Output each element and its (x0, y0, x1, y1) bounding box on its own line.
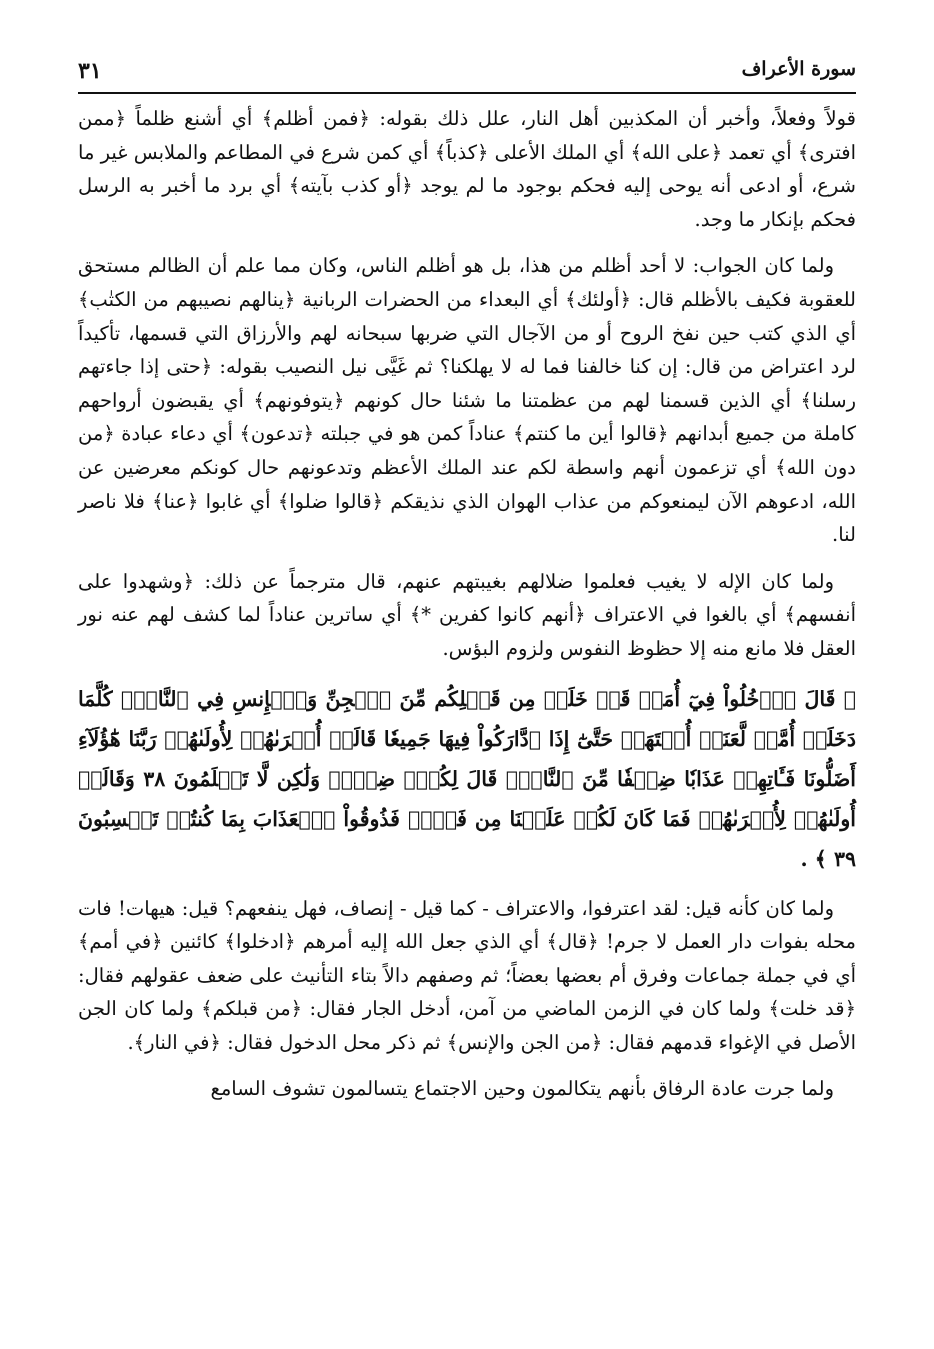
paragraph: ولما جرت عادة الرفاق بأنهم يتكالمون وحين الاجتماع يتسالمون تشوف السامع (210, 1077, 834, 1101)
page-header (78, 52, 856, 86)
book-page (78, 52, 856, 1302)
header-rule (78, 92, 856, 94)
surah-title: سورة الأعراف (741, 58, 856, 80)
paragraph: قولاً وفعلاً، وأخبر أن المكذبين أهل النار، علل ذلك بقوله: ﴿فمن أظلم﴾ أي أشنع ظلماً ﴿ممن افترى﴾ أي تعمد ﴿على الله﴾ أي الملك الأعلى ﴿كذباً﴾ أي كمن شرع في المطاعم والملابس غير ما شرع، أو ادعى أنه يوحى إليه فحكم بوجود ما لم يوجد ﴿أو كذب بآيته﴾ أي برد ما أخبر به الرسل فحكم بإنكار ما وجد. (78, 107, 856, 231)
paragraph: ولما كان الجواب: لا أحد أظلم من هذا، بل هو أظلم الناس، وكان مما علم أن الظالم مستحق للعقوبة فكيف بالأظلم قال: ﴿أولئك﴾ أي البعداء من الحضرات الربانية ﴿ينالهم نصيبهم من الكتٰب﴾ أي الذي كتب حين نفخ الروح أو من الآجال التي ضربها سبحانه لهم والأرزاق التي قسمها، تأكيداً لرد اعتراض من قال: إن كنا خالفنا فما له لا يهلكنا؟ ثم غَيَّى نيل النصيب بقوله: ﴿حتى إذا جاءتهم رسلنا﴾ أي الذين قسمنا لهم من عظمتنا ما شئنا حال كونهم ﴿يتوفونهم﴾ أي يقبضون أرواحهم كاملة من جميع أبدانهم ﴿قالوا أين ما كنتم﴾ عناداً كمن هو في جبلته ﴿تدعون﴾ أي دعاء عبادة ﴿من دون الله﴾ أي تزعمون أنهم واسطة لكم عند الملك الأعظم وتدعونهم حال كونكم معرضين عن الله، ادعوهم الآن ليمنعوكم من عذاب الهوان الذي نذيقكم ﴿قالوا ضلوا﴾ أي غابوا ﴿عنا﴾ فلا ناصر لنا. (78, 254, 856, 547)
page-number: ٣١ (78, 58, 102, 84)
quran-verse: ﴿ قَالَ ٱدۡخُلُواْ فِيٓ أُمَمٖ قَدۡ خَلَتۡ مِن قَبۡلِكُم مِّنَ ٱلۡجِنِّ وَٱلۡإِنسِ فِي ٱلنَّارِۖ كُلَّمَا دَخَلَتۡ أُمَّةٞ لَّعَنَتۡ أُخۡتَهَاۖ حَتَّىٰٓ إِذَا ٱدَّارَكُواْ فِيهَا جَمِيعٗا قَالَتۡ أُخۡرَىٰهُمۡ لِأُولَىٰهُمۡ رَبَّنَا هَٰٓؤُلَآءِ أَضَلُّونَا فَـَٔاتِهِمۡ عَذَابٗا ضِعۡفٗا مِّنَ ٱلنَّارِۖ قَالَ لِكُلّٖ ضِعۡفٞ وَلَٰكِن لَّا تَعۡلَمُونَ ٣٨ وَقَالَتۡ أُولَىٰهُمۡ لِأُخۡرَىٰهُمۡ فَمَا كَانَ لَكُمۡ عَلَيۡنَا مِن فَضۡلٖ فَذُوقُواْ ٱلۡعَذَابَ بِمَا كُنتُمۡ تَكۡسِبُونَ ٣٩ ﴾ . (78, 686, 856, 871)
paragraph: ولما كان الإله لا يغيب فعلموا ضلالهم بغيبتهم عنهم، قال مترجماً عن ذلك: ﴿وشهدوا على أنفسهم﴾ أي بالغوا في الاعتراف ﴿أنهم كانوا كفرين *﴾ أي ساترين عناداً لما كشف لهم عنه نور العقل فلا مانع منه إلا حظوظ النفوس ولزوم البؤس. (78, 569, 856, 660)
paragraph: ولما كان كأنه قيل: لقد اعترفوا، والاعتراف - كما قيل - إنصاف، فهل ينفعهم؟ قيل: هيهات! فات محله بفوات دار العمل لا جرم! ﴿قال﴾ أي الذي جعل الله إليه أمرهم ﴿ادخلوا﴾ كائنين ﴿في أمم﴾ أي في جملة جماعات وفرق أم بعضها بعضاً؛ ثم وصفهم دالاً بتاء التأنيث على ضعف عقولهم فقال: ﴿قد خلت﴾ ولما كان في الزمن الماضي من آمن، أدخل الجار فقال: ﴿من قبلكم﴾ ولما كان الجن الأصل في الإغواء قدمهم فقال: ﴿من الجن والإنس﴾ ثم ذكر محل الدخول فقال: ﴿في النار﴾. (78, 896, 856, 1054)
page-body (78, 102, 856, 1119)
